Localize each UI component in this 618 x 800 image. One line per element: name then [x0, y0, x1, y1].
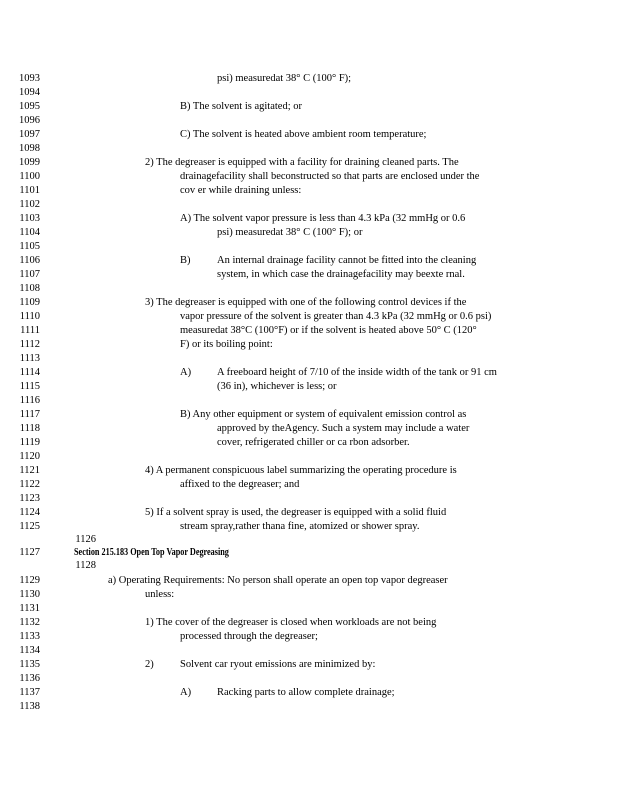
text-line: stream spray,rather thana fine, atomized or shower spray. [180, 521, 420, 532]
text-line: 2) The degreaser is equipped with a facility for draining cleaned parts. The [145, 157, 459, 168]
text-line: processed through the degreaser; [180, 631, 318, 642]
line-number: 1106 [19, 255, 40, 266]
text-line: system, in which case the drainagefacility may beexte rnal. [217, 269, 465, 280]
text-line: B) The solvent is agitated; or [180, 101, 302, 112]
line-number: 1099 [19, 157, 40, 168]
line-number: 1097 [19, 129, 40, 140]
line-number: 1111 [20, 325, 40, 336]
line-number: 1113 [19, 353, 40, 364]
text-line: cover, refrigerated chiller or ca rbon adsorber. [217, 437, 410, 448]
text-line: cov er while draining unless: [180, 185, 302, 196]
line-number: 1107 [19, 269, 40, 280]
line-number: 1119 [19, 437, 40, 448]
line-number: 1133 [19, 631, 40, 642]
line-number: 1117 [19, 409, 40, 420]
line-number: 1116 [19, 395, 40, 406]
line-number: 1125 [19, 521, 40, 532]
line-number: 1110 [19, 311, 40, 322]
text-line: B) [180, 255, 191, 266]
text-line: 4) A permanent conspicuous label summarizing the operating procedure is [145, 465, 457, 476]
line-number: 1105 [19, 241, 40, 252]
line-number: 1121 [19, 465, 40, 476]
line-number: 1094 [19, 87, 40, 98]
text-line: unless: [145, 589, 175, 600]
line-number: 1128 [75, 560, 96, 571]
line-number: 1100 [19, 171, 40, 182]
text-line: A) The solvent vapor pressure is less than 4.3 kPa (32 mmHg or 0.6 [180, 213, 466, 224]
text-line: measuredat 38°C (100°F) or if the solvent is heated above 50° C (120° [180, 325, 477, 336]
line-number: 1102 [19, 199, 40, 210]
line-number: 1120 [19, 451, 40, 462]
text-line: affixed to the degreaser; and [180, 479, 300, 490]
text-line: A freeboard height of 7/10 of the inside width of the tank or 91 cm [217, 367, 497, 378]
section-heading: Section 215.183 Open Top Vapor Degreasing [74, 547, 229, 558]
text-line: An internal drainage facility cannot be fitted into the cleaning [217, 255, 477, 266]
line-number: 1127 [19, 547, 40, 558]
text-line: approved by theAgency. Such a system may include a water [217, 423, 470, 434]
line-number: 1136 [19, 673, 40, 684]
text-line: vapor pressure of the solvent is greater than 4.3 kPa (32 mmHg or 0.6 psi) [180, 311, 492, 322]
line-number: 1109 [19, 297, 40, 308]
line-number: 1138 [19, 701, 40, 712]
text-line: F) or its boiling point: [180, 339, 273, 350]
text-line: 3) The degreaser is equipped with one of the following control devices if the [145, 297, 467, 308]
text-line: Solvent car ryout emissions are minimized by: [180, 659, 376, 670]
line-number: 1122 [19, 479, 40, 490]
text-line: psi) measuredat 38° C (100° F); [217, 73, 352, 84]
line-number: 1096 [19, 115, 40, 126]
text-line: Racking parts to allow complete drainage; [217, 687, 395, 698]
text-line: psi) measuredat 38° C (100° F); or [217, 227, 363, 238]
line-number: 1103 [19, 213, 40, 224]
text-line: A) [180, 687, 192, 698]
line-number: 1112 [19, 339, 40, 350]
line-number: 1101 [19, 185, 40, 196]
line-number: 1130 [19, 589, 40, 600]
line-number: 1132 [19, 617, 40, 628]
line-number: 1108 [19, 283, 40, 294]
text-line: 5) If a solvent spray is used, the degreaser is equipped with a solid fluid [145, 507, 447, 518]
text-line: (36 in), whichever is less; or [217, 381, 337, 392]
line-number: 1118 [19, 423, 40, 434]
line-number: 1135 [19, 659, 40, 670]
text-line: 2) [145, 659, 154, 670]
line-number: 1095 [19, 101, 40, 112]
line-number: 1124 [19, 507, 40, 518]
line-number: 1129 [19, 575, 40, 586]
line-number: 1126 [75, 534, 96, 545]
line-number: 1123 [19, 493, 40, 504]
text-line: B) Any other equipment or system of equivalent emission control as [180, 409, 467, 420]
text-line: 1) The cover of the degreaser is closed when workloads are not being [145, 617, 437, 628]
line-number: 1104 [19, 227, 40, 238]
line-number: 1093 [19, 73, 40, 84]
line-number: 1114 [19, 367, 40, 378]
line-number: 1098 [19, 143, 40, 154]
text-line: C) The solvent is heated above ambient room temperature; [180, 129, 427, 140]
text-line: A) [180, 367, 192, 378]
text-line: a) Operating Requirements: No person shall operate an open top vapor degreaser [108, 575, 448, 586]
text-line: drainagefacility shall beconstructed so that parts are enclosed under the [180, 171, 480, 182]
line-number: 1115 [19, 381, 40, 392]
line-number: 1137 [19, 687, 40, 698]
line-number: 1134 [19, 645, 40, 656]
line-number: 1131 [19, 603, 40, 614]
